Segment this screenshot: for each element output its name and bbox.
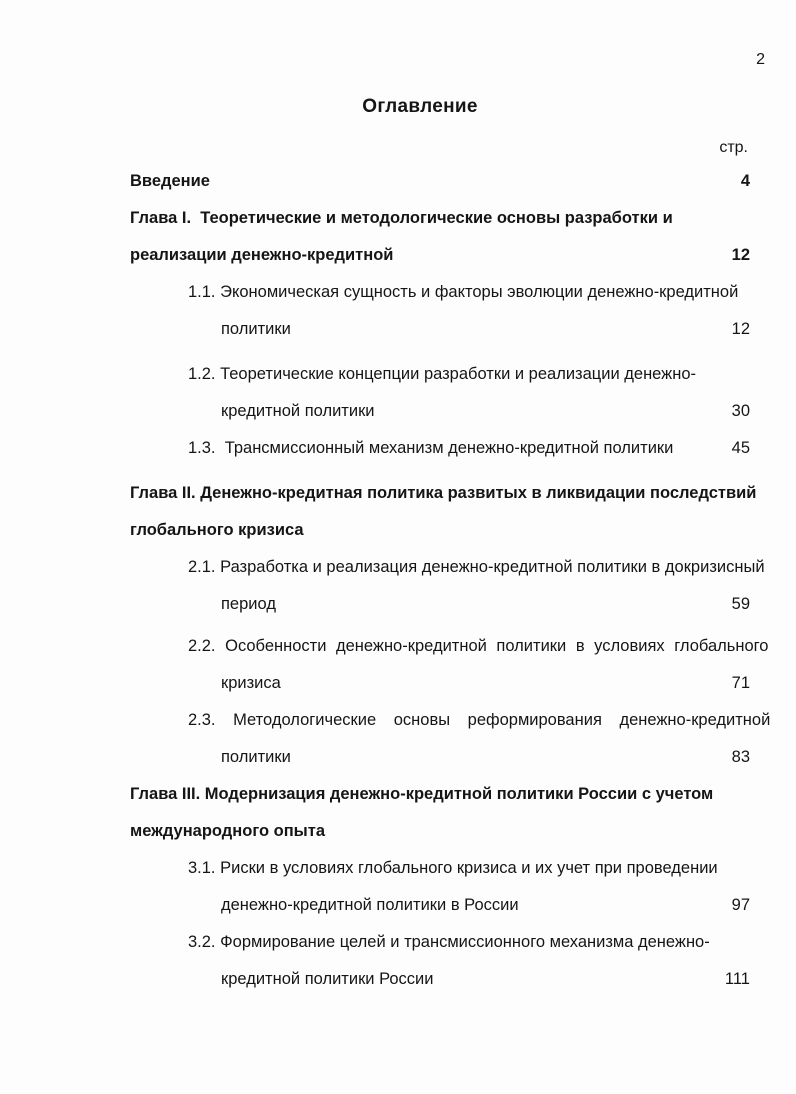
toc-entry-page: 111 bbox=[724, 970, 750, 988]
toc-entry-text: политики bbox=[221, 320, 291, 338]
toc-row-3-2-line-1 bbox=[0, 932, 796, 969]
toc-row-1-1-line-1 bbox=[0, 282, 796, 319]
toc-entry-text: международного опыта bbox=[130, 822, 326, 840]
toc-row-vvedenie bbox=[0, 171, 796, 208]
toc-entry-page: 71 bbox=[731, 674, 750, 692]
toc-entry-text: 3.1. Риски в условиях глобального кризиса и их учет при проведении bbox=[188, 859, 718, 877]
toc-entry-text: Глава III. Модернизация денежно-кредитной политики России с учетом bbox=[130, 785, 714, 803]
toc-row-glava-1-line-1 bbox=[0, 208, 796, 245]
toc-entry-text: 2.3. Методологические основы реформирования денежно-кредитной bbox=[188, 711, 771, 729]
toc-row-2-1-line-2 bbox=[0, 594, 796, 631]
toc-entry-page: 12 bbox=[731, 320, 750, 338]
toc-entry-text: 1.3. Трансмиссионный механизм денежно-кредитной политики bbox=[188, 439, 674, 457]
toc-entry-text: денежно-кредитной политики в России bbox=[221, 896, 519, 914]
toc-entry-text: 1.2. Теоретические концепции разработки и реализации денежно- bbox=[188, 365, 696, 383]
toc-row-2-2-line-2 bbox=[0, 673, 796, 710]
toc-entry-page: 12 bbox=[731, 246, 750, 264]
toc-entry-text: Глава II. Денежно-кредитная политика развитых в ликвидации последствий bbox=[130, 484, 757, 502]
toc-row-glava-2-line-2 bbox=[0, 520, 796, 557]
table-of-contents bbox=[0, 171, 796, 1006]
toc-entry-page: 59 bbox=[731, 595, 750, 613]
toc-entry-page: 4 bbox=[740, 172, 750, 190]
toc-entry-text: 3.2. Формирование целей и трансмиссионного механизма денежно- bbox=[188, 933, 710, 951]
toc-entry-page: 45 bbox=[731, 439, 750, 457]
toc-row-1-2-line-1 bbox=[0, 364, 796, 401]
toc-entry-text: 1.1. Экономическая сущность и факторы эволюции денежно-кредитной bbox=[188, 283, 739, 301]
toc-row-3-2-line-2 bbox=[0, 969, 796, 1006]
toc-row-2-3-line-1 bbox=[0, 710, 796, 747]
toc-entry-text: политики bbox=[221, 748, 291, 766]
toc-row-3-1-line-2 bbox=[0, 895, 796, 932]
toc-entry-text: глобального кризиса bbox=[130, 521, 304, 539]
toc-entry-text: кредитной политики России bbox=[221, 970, 434, 988]
page-title: Оглавление bbox=[362, 96, 478, 117]
toc-entry-page: 83 bbox=[731, 748, 750, 766]
toc-row-glava-3-line-1 bbox=[0, 784, 796, 821]
toc-entry-text: кредитной политики bbox=[221, 402, 375, 420]
toc-row-1-1-line-2 bbox=[0, 319, 796, 356]
toc-entry-text: реализации денежно-кредитной bbox=[130, 246, 394, 264]
toc-entry-text: период bbox=[221, 595, 276, 613]
toc-row-1-3 bbox=[0, 438, 796, 475]
page-number: 2 bbox=[756, 51, 765, 68]
toc-entry-text: Глава I. Теоретические и методологические основы разработки и bbox=[130, 209, 673, 227]
toc-row-glava-3-line-2 bbox=[0, 821, 796, 858]
toc-entry-page: 30 bbox=[731, 402, 750, 420]
toc-entry-text: 2.2. Особенности денежно-кредитной политики в условиях глобального bbox=[188, 637, 769, 655]
toc-row-1-2-line-2 bbox=[0, 401, 796, 438]
toc-entry-page: 97 bbox=[731, 896, 750, 914]
toc-row-2-2-line-1 bbox=[0, 636, 796, 673]
toc-row-glava-2-line-1 bbox=[0, 483, 796, 520]
page-column-header: стр. bbox=[719, 139, 748, 156]
toc-row-3-1-line-1 bbox=[0, 858, 796, 895]
toc-row-2-1-line-1 bbox=[0, 557, 796, 594]
toc-row-glava-1-line-2 bbox=[0, 245, 796, 282]
toc-entry-text: 2.1. Разработка и реализация денежно-кредитной политики в докризисный bbox=[188, 558, 765, 576]
toc-entry-text: кризиса bbox=[221, 674, 281, 692]
toc-row-2-3-line-2 bbox=[0, 747, 796, 784]
toc-entry-text: Введение bbox=[130, 172, 210, 190]
